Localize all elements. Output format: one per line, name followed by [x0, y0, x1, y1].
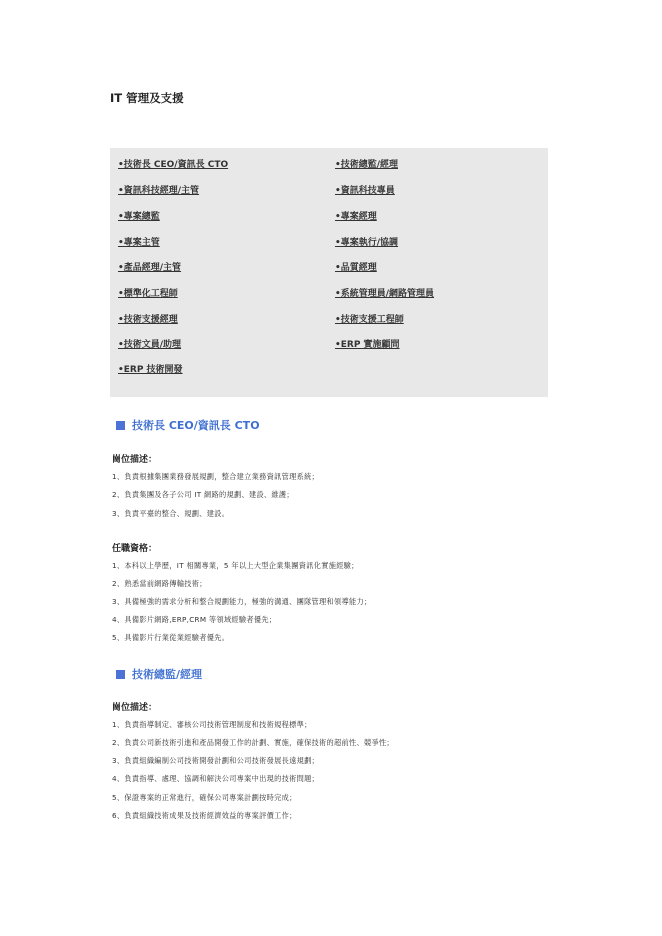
description-line: 1、負責根據集團業務發展規劃，整合建立業務資訊管理系統；	[112, 472, 320, 481]
description-line: 1、負責指導制定、審核公司技術管理制度和技術規程標準；	[112, 720, 312, 729]
page-title: IT 管理及支援	[110, 91, 184, 105]
requirements-label: 任職資格：	[112, 544, 158, 554]
square-bullet-icon	[116, 421, 125, 430]
toc-link[interactable]: •技術長 CEO/資訊長 CTO	[118, 160, 229, 170]
job-description-label: 崗位描述：	[112, 703, 158, 713]
requirement-line: 1、本科以上學歷，IT 相關專業，5 年以上大型企業集團資訊化實施經驗；	[112, 561, 359, 570]
toc-link[interactable]: •ERP 技術開發	[118, 365, 183, 375]
job-description-label: 崗位描述：	[112, 455, 158, 465]
toc-link[interactable]: •專案執行/協調	[335, 238, 399, 248]
toc-link[interactable]: •品質經理	[335, 263, 377, 273]
requirement-line: 2、熟悉當前網路傳輸技術；	[112, 579, 207, 588]
toc-link[interactable]: •資訊科技經理/主管	[118, 186, 200, 196]
toc-link[interactable]: •ERP 實施顧問	[335, 340, 400, 350]
description-line: 3、負責組織編制公司技術開發計劃和公司技術發展長遠規劃；	[112, 756, 320, 765]
section-heading	[116, 666, 202, 682]
toc-link[interactable]: •系統管理員/網路管理員	[335, 289, 435, 299]
section-heading-text: 技術長 CEO/資訊長 CTO	[132, 419, 260, 432]
toc-box	[110, 148, 548, 397]
toc-link[interactable]: •技術文員/助理	[118, 340, 182, 350]
section-heading-text: 技術總監/經理	[132, 668, 203, 681]
toc-link[interactable]: •產品經理/主管	[118, 263, 182, 273]
requirement-line: 3、具備極強的需求分析和整合規劃能力，極強的溝通、團隊管理和領導能力；	[112, 597, 372, 606]
section-heading	[116, 417, 260, 433]
description-line: 2、負責集團及各子公司 IT 網路的規劃、建設、維護；	[112, 490, 294, 499]
toc-link[interactable]: •標準化工程師	[118, 289, 178, 299]
toc-link[interactable]: •技術支援工程師	[335, 315, 404, 325]
toc-link[interactable]: •技術總監/經理	[335, 160, 399, 170]
toc-link[interactable]: •專案總監	[118, 212, 160, 222]
toc-link[interactable]: •技術支援經理	[118, 315, 178, 325]
requirement-line: 5、具備影片行業從業經驗者優先。	[112, 633, 230, 642]
requirement-line: 4、具備影片網路,ERP,CRM 等領域經驗者優先；	[112, 615, 277, 624]
description-line: 5、保證專案的正常進行，確保公司專案計劃按時完成；	[112, 793, 297, 802]
toc-link[interactable]: •資訊科技專員	[335, 186, 395, 196]
description-line: 2、負責公司新技術引進和產品開發工作的計劃、實施，確保技術的超前性、競爭性；	[112, 738, 394, 747]
toc-link[interactable]: •專案經理	[335, 212, 377, 222]
square-bullet-icon	[116, 670, 125, 679]
description-line: 3、負責平臺的整合、規劃、建設。	[112, 509, 230, 518]
description-line: 6、負責組織技術成果及技術經濟效益的專案評價工作；	[112, 811, 297, 820]
toc-link[interactable]: •專案主管	[118, 238, 160, 248]
description-line: 4、負責指導、處理、協調和解決公司專案中出現的技術問題；	[112, 774, 320, 783]
